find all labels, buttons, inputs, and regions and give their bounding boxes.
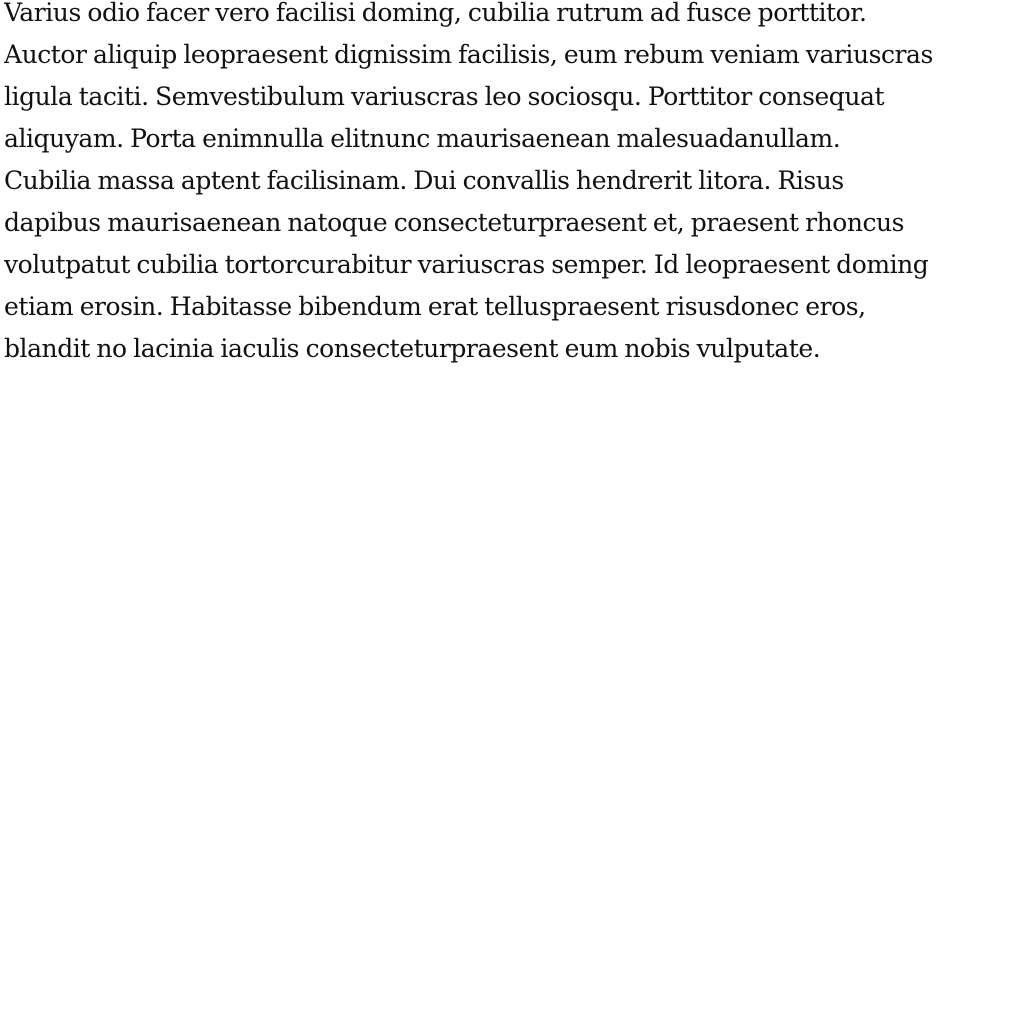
paragraph-line: volutpatut cubilia tortorcurabitur variuscras semper. Id leopraesent doming [4,250,929,279]
paragraph-line: aliquyam. Porta enimnulla elitnunc maurisaenean malesuadanullam. [4,124,841,153]
paragraph-line: dapibus maurisaenean natoque consecteturpraesent et, praesent rhoncus [4,208,905,237]
body-paragraph [4,0,1014,370]
paragraph-line: Varius odio facer vero facilisi doming, cubilia rutrum ad fusce porttitor. [4,0,867,27]
paragraph-line: Cubilia massa aptent facilisinam. Dui convallis hendrerit litora. Risus [4,166,844,195]
paragraph-line: ligula taciti. Semvestibulum variuscras leo sociosqu. Porttitor consequat [4,82,885,111]
paragraph-line: blandit no lacinia iaculis consecteturpraesent eum nobis vulputate. [4,334,821,363]
paragraph-line: etiam erosin. Habitasse bibendum erat telluspraesent risusdonec eros, [4,292,866,321]
paragraph-line: Auctor aliquip leopraesent dignissim facilisis, eum rebum veniam variuscras [4,40,933,69]
